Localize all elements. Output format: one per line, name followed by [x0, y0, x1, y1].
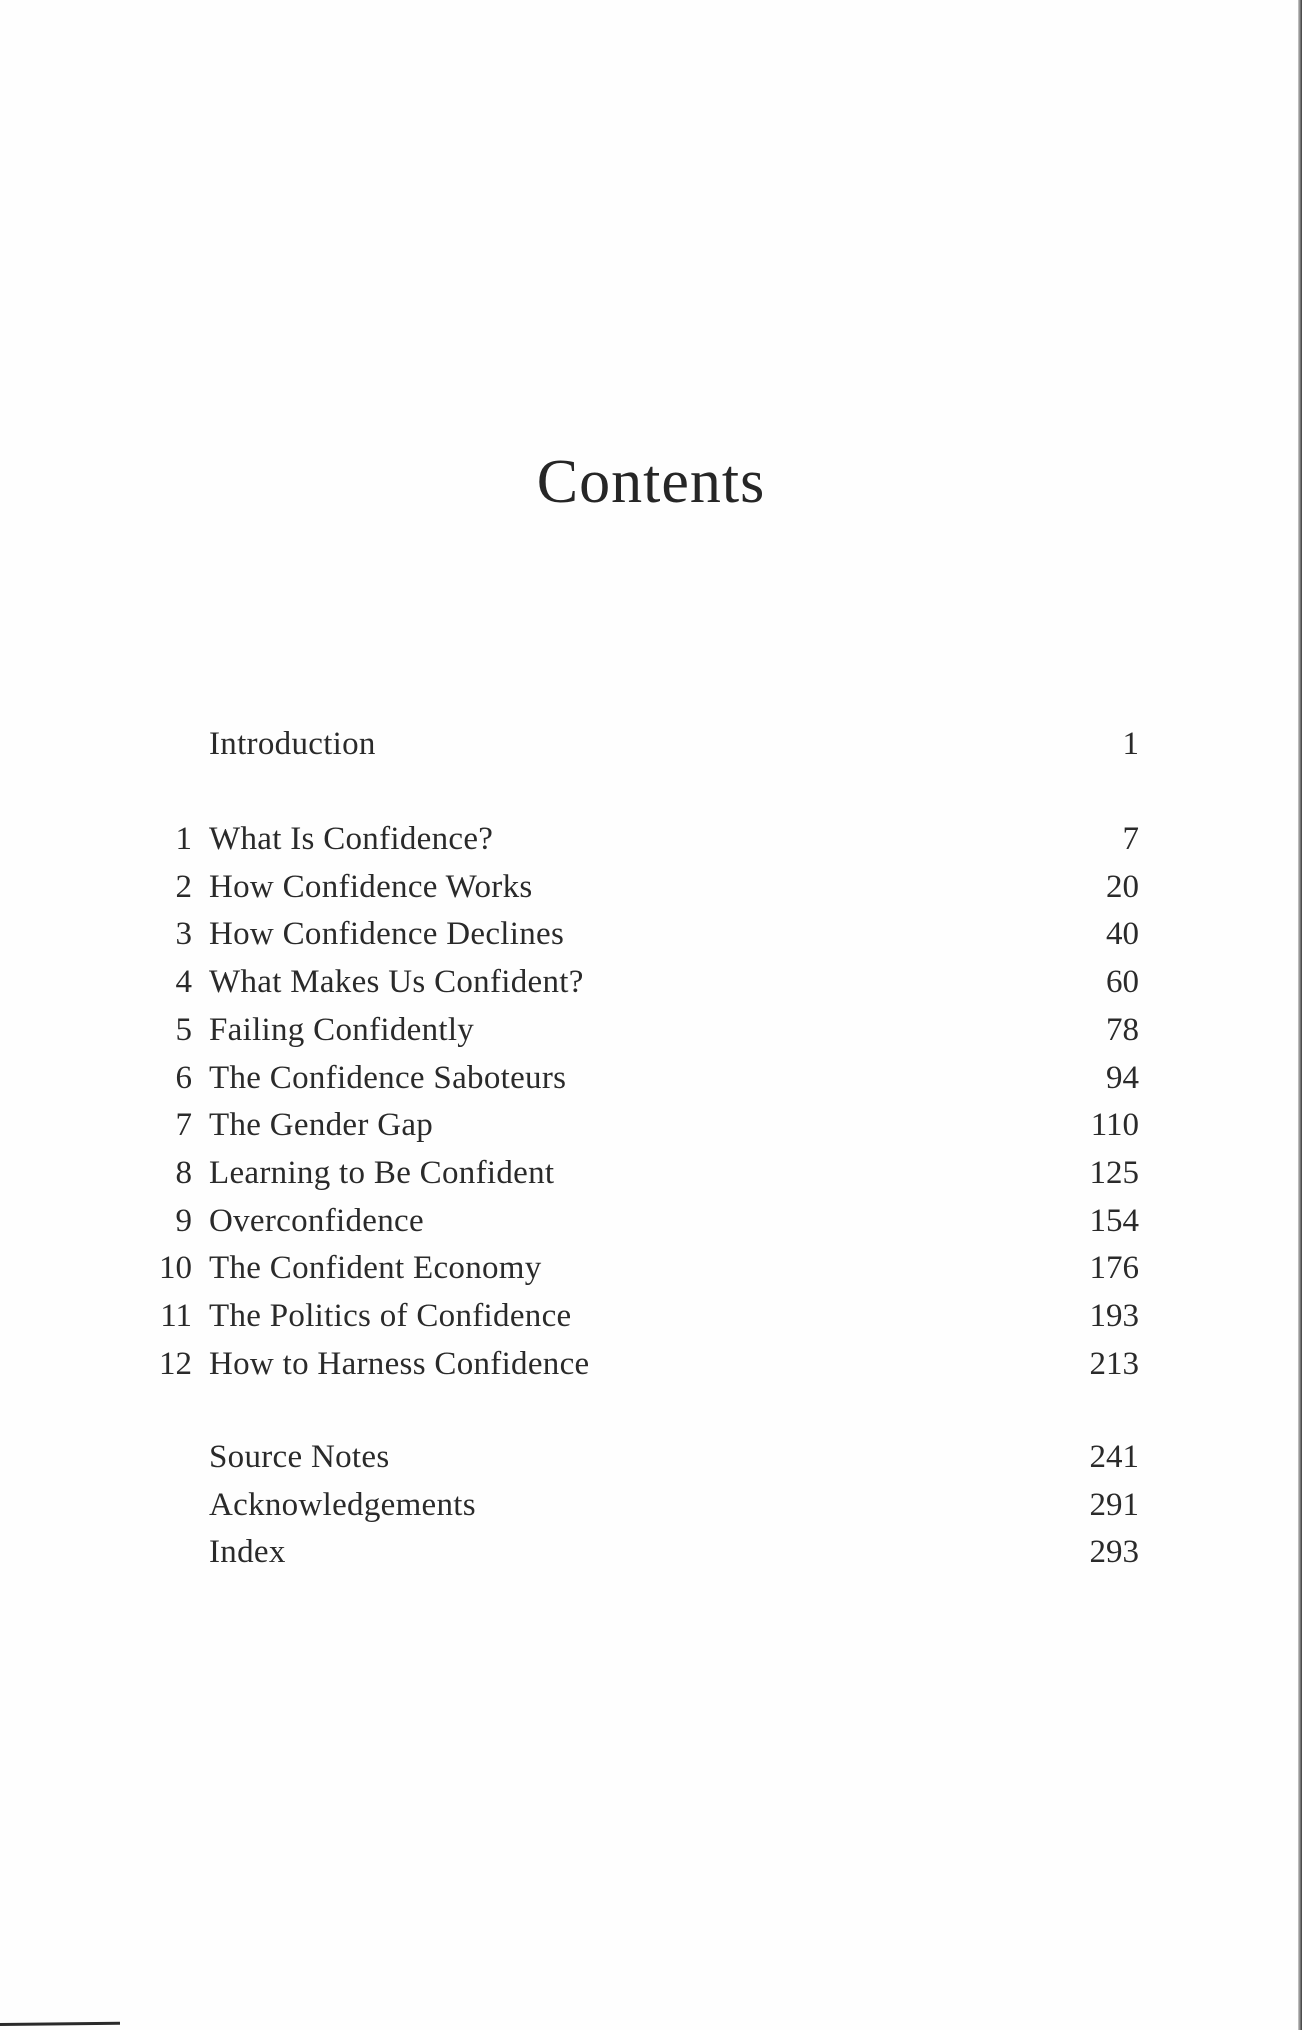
chapter-number: 7: [175, 1107, 192, 1144]
chapter-number: 8: [175, 1154, 192, 1191]
chapter-number: 10: [159, 1250, 192, 1287]
page-number: 94: [1106, 1059, 1139, 1096]
page-number: 154: [1089, 1202, 1139, 1239]
toc-entry: [0, 1528, 1302, 1576]
scan-artifact-line: [0, 2022, 120, 2026]
page-number: 78: [1106, 1011, 1139, 1048]
chapter-number: 12: [159, 1345, 192, 1382]
entry-title: The Gender Gap: [209, 1107, 434, 1144]
toc-entry: [0, 1340, 1302, 1388]
toc-entry: [0, 958, 1302, 1006]
chapter-number: 6: [175, 1059, 192, 1096]
entry-title: The Confidence Saboteurs: [209, 1059, 567, 1096]
chapter-number: 4: [175, 964, 192, 1001]
entry-title: The Confident Economy: [209, 1250, 542, 1287]
entry-title: Source Notes: [209, 1439, 390, 1475]
page-number: 20: [1106, 868, 1139, 905]
page-number: 125: [1089, 1154, 1139, 1191]
toc-entry: [0, 720, 1302, 768]
entry-title: How to Harness Confidence: [209, 1345, 590, 1382]
page-number: 291: [1089, 1486, 1139, 1523]
chapter-number: 11: [160, 1298, 192, 1334]
entry-title: Learning to Be Confident: [209, 1154, 555, 1191]
entry-title: Acknowledgements: [209, 1486, 476, 1523]
page-number: 213: [1089, 1345, 1139, 1382]
page-number: 60: [1106, 964, 1139, 1001]
page-number: 293: [1089, 1534, 1139, 1571]
toc-entry: [0, 1292, 1302, 1340]
toc-entry: [0, 1197, 1302, 1245]
entry-title: The Politics of Confidence: [209, 1298, 572, 1334]
chapter-number: 2: [175, 868, 192, 905]
entry-title: Failing Confidently: [209, 1011, 475, 1048]
toc-entry: [0, 1481, 1302, 1529]
toc-entry: [0, 1433, 1302, 1481]
chapter-number: 3: [175, 916, 192, 953]
page-number: 110: [1090, 1107, 1139, 1144]
toc-entry: [0, 1244, 1302, 1292]
toc-entry: [0, 1006, 1302, 1054]
toc-entry: [0, 1101, 1302, 1149]
entry-title: Index: [209, 1534, 286, 1571]
toc-entry: [0, 1149, 1302, 1197]
page-number: 40: [1106, 916, 1139, 953]
chapter-number: 9: [175, 1202, 192, 1239]
toc-entry: [0, 815, 1302, 863]
chapter-number: 1: [175, 821, 192, 857]
toc-entry: [0, 863, 1302, 911]
entry-title: Overconfidence: [209, 1202, 424, 1239]
page-number: 193: [1089, 1298, 1139, 1334]
page-title: Contents: [536, 447, 766, 516]
toc-entry: [0, 910, 1302, 958]
page-number: 241: [1089, 1439, 1139, 1475]
chapter-number: 5: [175, 1011, 192, 1048]
entry-title: How Confidence Works: [209, 868, 533, 905]
toc-entry: [0, 1054, 1302, 1102]
entry-title: How Confidence Declines: [209, 916, 565, 953]
entry-title: What Is Confidence?: [209, 821, 494, 857]
entry-title: What Makes Us Confident?: [209, 964, 584, 1001]
page-number: 1: [1122, 726, 1139, 762]
page-number: 7: [1122, 821, 1139, 857]
entry-title: Introduction: [209, 726, 376, 762]
page-number: 176: [1089, 1250, 1139, 1287]
